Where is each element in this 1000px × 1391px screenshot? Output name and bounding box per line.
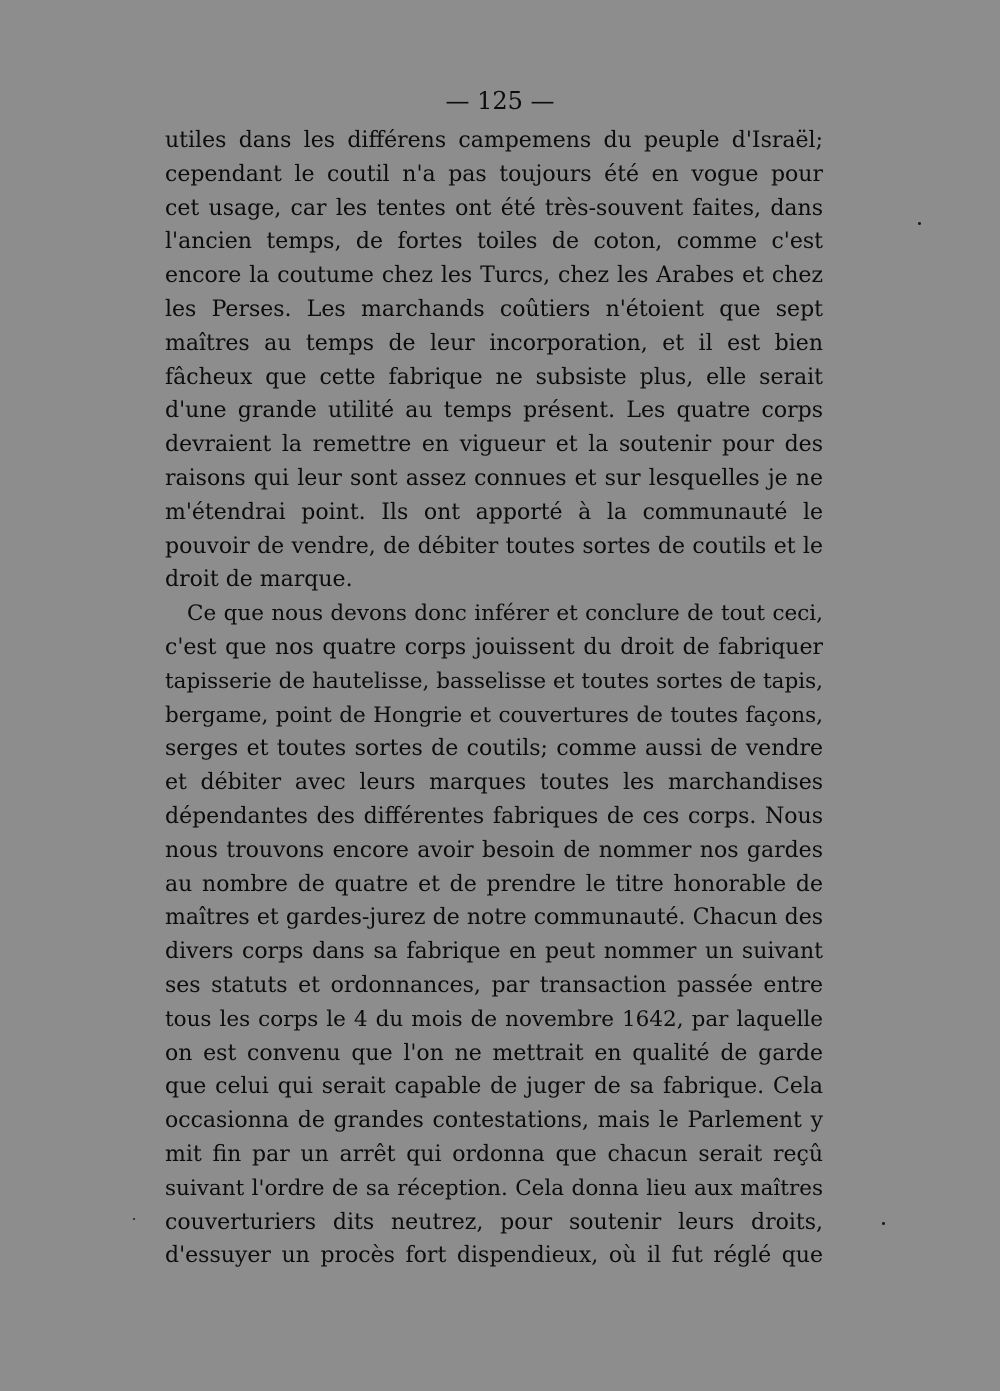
text-line: Ce que nous devons donc inférer et conclure de tout ceci, (187, 601, 823, 627)
text-line: tous les corps le 4 du mois de novembre 1642, par laquelle (165, 1006, 823, 1032)
text-line: les Perses. Les marchands coûtiers n'étoient que sept (165, 296, 823, 322)
text-line: m'étendrai point. Ils ont apporté à la communauté le (165, 499, 823, 525)
text-line: au nombre de quatre et de prendre le titre honorable de (165, 871, 823, 897)
scan-speck (918, 222, 921, 225)
text-line: d'une grande utilité au temps présent. Les quatre corps (165, 398, 823, 424)
text-line: c'est que nos quatre corps jouissent du droit de fabriquer (165, 634, 823, 660)
text-line: fâcheux que cette fabrique ne subsiste plus, elle serait (165, 364, 823, 390)
page-number: — 125 — (445, 87, 555, 115)
text-line: bergame, point de Hongrie et couvertures de toutes façons, (165, 702, 823, 728)
text-line: nous trouvons encore avoir besoin de nommer nos gardes (165, 837, 823, 863)
text-line: d'essuyer un procès fort dispendieux, où il fut réglé que (165, 1243, 823, 1269)
text-line: que celui qui serait capable de juger de sa fabrique. Cela (165, 1074, 823, 1100)
text-line: pouvoir de vendre, de débiter toutes sortes de coutils et le (165, 533, 823, 559)
text-line: raisons qui leur sont assez connues et sur lesquelles je ne (165, 465, 823, 491)
paragraph (165, 124, 823, 597)
text-line: cependant le coutil n'a pas toujours été en vogue pour (165, 161, 823, 187)
text-line: suivant l'ordre de sa réception. Cela donna lieu aux maîtres (165, 1175, 823, 1201)
scan-speck (133, 1218, 135, 1220)
text-line: encore la coutume chez les Turcs, chez les Arabes et chez (165, 263, 823, 289)
text-line: occasionna de grandes contestations, mais le Parlement y (165, 1108, 823, 1134)
text-line: tapisserie de hautelisse, basselisse et toutes sortes de tapis, (165, 668, 823, 694)
text-line: ses statuts et ordonnances, par transaction passée entre (165, 972, 823, 998)
text-line: devraient la remettre en vigueur et la soutenir pour des (165, 432, 823, 458)
text-line: couverturiers dits neutrez, pour soutenir leurs droits, (165, 1209, 823, 1235)
text-line: et débiter avec leurs marques toutes les marchandises (165, 770, 823, 796)
text-line: cet usage, car les tentes ont été très-souvent faites, dans (165, 195, 823, 221)
text-line: mit fin par un arrêt qui ordonna que chacun serait reçû (165, 1141, 823, 1167)
scan-speck (882, 1222, 885, 1225)
text-line: dépendantes des différentes fabriques de ces corps. Nous (165, 803, 823, 829)
text-line: divers corps dans sa fabrique en peut nommer un suivant (165, 939, 823, 965)
text-line: utiles dans les différens campemens du peuple d'Israël; (165, 128, 823, 153)
paragraph (165, 597, 823, 1273)
text-line: serges et toutes sortes de coutils; comme aussi de vendre (165, 736, 823, 762)
text-line: l'ancien temps, de fortes toiles de coton, comme c'est (165, 229, 823, 255)
text-line: maîtres au temps de leur incorporation, et il est bien (165, 330, 823, 356)
body-text (165, 124, 823, 1273)
text-line: droit de marque. (165, 567, 353, 593)
text-line: maîtres et gardes-jurez de notre communauté. Chacun des (165, 905, 823, 931)
text-line: on est convenu que l'on ne mettrait en qualité de garde (165, 1040, 823, 1066)
